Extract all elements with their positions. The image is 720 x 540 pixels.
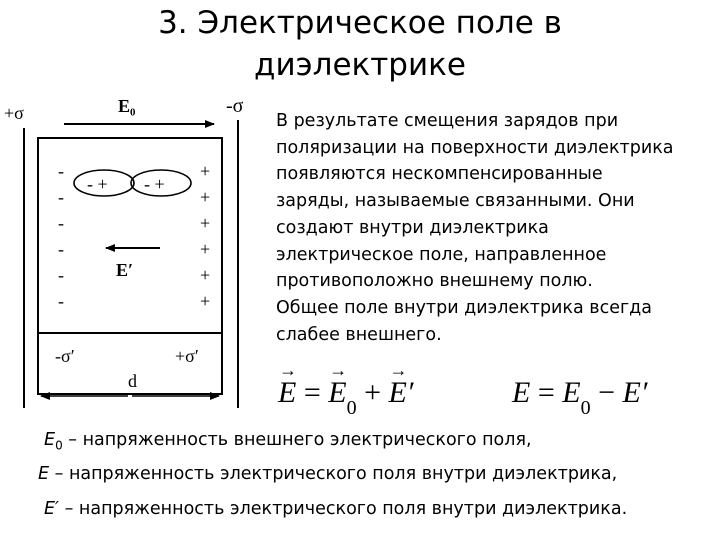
scalar-field-formula (512, 376, 647, 420)
left-surface-charges (58, 161, 64, 311)
page-title (100, 2, 620, 86)
scalar-e: E (512, 376, 531, 409)
definition-symbol: E (38, 464, 50, 484)
right-surface-charges (200, 161, 210, 311)
definition-e (38, 464, 617, 484)
definition-e0 (44, 430, 532, 453)
definition-symbol: E (44, 430, 56, 450)
e-prime-label: E′ (116, 260, 134, 280)
left-charge: - (58, 213, 64, 233)
right-charge: + (200, 291, 211, 311)
scalar-e0: E (562, 376, 581, 409)
dipole-charges-2: - + (144, 174, 165, 194)
vector-e: → E (278, 376, 296, 410)
paragraph-line: Общее поле внутри диэлектрика всегда (276, 297, 653, 318)
vector-e0: → E (328, 376, 346, 410)
title-line-2: диэлектрике (254, 47, 466, 83)
plus-sigma-label: +σ (4, 103, 24, 123)
right-charge: + (200, 187, 211, 207)
paragraph-line: слабее внешнего. (276, 324, 442, 345)
paragraph-line: В результате смещения зарядов при (276, 111, 619, 131)
right-charge: + (200, 239, 211, 259)
equals-sign: = (530, 376, 563, 409)
minus-sigma-prime-label: -σ′ (55, 346, 75, 366)
paragraph-line: появляются нескомпенсированные (276, 164, 603, 185)
plus-sign: + (356, 376, 389, 409)
left-charge: - (58, 239, 64, 259)
d-label: d (128, 371, 137, 391)
minus-sign: − (590, 376, 623, 409)
paragraph-line: заряды, называемые связанными. Они (276, 191, 635, 212)
left-charge: - (58, 291, 64, 311)
left-charge: - (58, 187, 64, 207)
definition-e-prime (44, 499, 627, 519)
title-line-1: 3. Электрическое поле в (158, 5, 562, 41)
paragraph-line: противоположно внешнему полю. (276, 271, 593, 292)
plus-sigma-prime-label: +σ′ (175, 346, 199, 366)
definition-text: – напряженность внешнего электрического поля, (62, 430, 532, 450)
explanation-paragraph (276, 108, 716, 348)
dielectric-diagram (0, 85, 265, 415)
vector-field-formula (278, 376, 413, 420)
definition-subscript: 0 (55, 438, 63, 453)
paragraph-line: электрическое поле, направленное (276, 244, 607, 265)
right-charge: + (200, 161, 211, 181)
subscript-zero: 0 (580, 397, 591, 419)
paragraph-line: поляризации на поверхности диэлектрика (276, 137, 674, 158)
definition-text: – напряженность электрического поля внутри диэлектрика. (59, 499, 628, 519)
paragraph-line: создают внутри диэлектрика (276, 217, 549, 238)
vector-e-prime: → E′ (389, 376, 414, 410)
left-charge: - (58, 265, 64, 285)
minus-sigma-label: -σ (226, 95, 244, 117)
right-charge: + (200, 213, 211, 233)
dipole-charges-1: - + (87, 174, 108, 194)
scalar-e-prime: E′ (622, 376, 648, 409)
right-charge: + (200, 265, 211, 285)
subscript-zero: 0 (346, 397, 357, 419)
definition-symbol: E′ (44, 499, 60, 519)
definition-text: – напряженность электрического поля внутри диэлектрика, (49, 464, 618, 484)
left-charge: - (58, 161, 64, 181)
equals-sign: = (296, 376, 329, 409)
e0-label: E₀ (118, 96, 136, 116)
